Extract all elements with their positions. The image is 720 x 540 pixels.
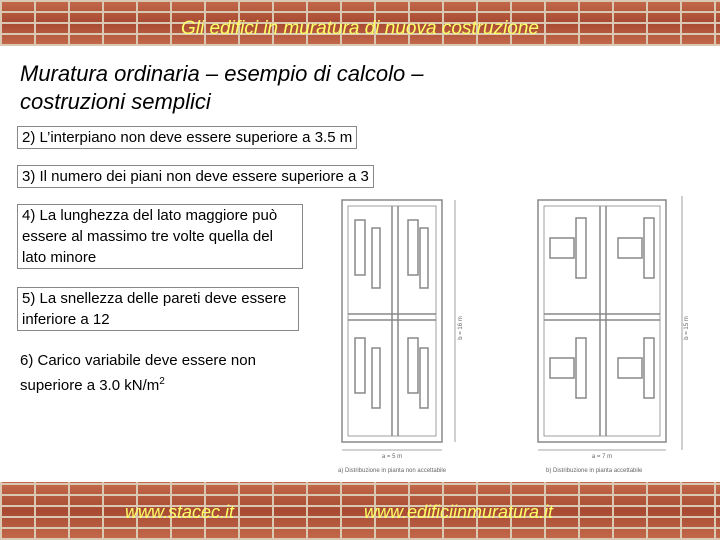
slide-title: Gli edifici in muratura di nuova costruzione [180, 18, 539, 39]
item-interpiano: 2) L’interpiano non deve essere superiore a 3.5 m [17, 126, 357, 149]
item-lunghezza-lato: 4) La lunghezza del lato maggiore può essere al massimo tre volte quella del lato minore [17, 204, 303, 269]
brick-footer-band [0, 482, 720, 540]
footer-link-edificiinmuratura[interactable]: www.edificiinmuratura.it [364, 502, 554, 522]
right-width-label: a = 7 m [591, 454, 613, 460]
right-caption: b) Distribuzione in pianta accettabile [546, 468, 643, 474]
item-numero-piani: 3) Il numero dei piani non deve essere superiore a 3 [17, 165, 374, 188]
footer-link-stacec[interactable]: www.stacec.it [125, 502, 235, 522]
left-height-label: b = 16 m [458, 316, 464, 340]
main-heading: Muratura ordinaria – esempio di calcolo – costruzioni semplici [20, 61, 424, 114]
item-carico-text: 6) Carico variabile deve essere non superiore a 3.0 kN/m [20, 352, 256, 394]
item-snellezza: 5) La snellezza delle pareti deve essere inferiore a 12 [17, 287, 299, 331]
right-plan-outline [538, 200, 666, 442]
left-caption: a) Distribuzione in pianta non accettabile [338, 468, 447, 474]
item-carico-variabile [20, 350, 280, 396]
left-width-label: a = 5 m [381, 454, 403, 460]
item-carico-superscript: 2 [159, 376, 165, 387]
floor-plan-drawing [320, 188, 700, 478]
right-height-label: b = 15 m [684, 316, 690, 340]
